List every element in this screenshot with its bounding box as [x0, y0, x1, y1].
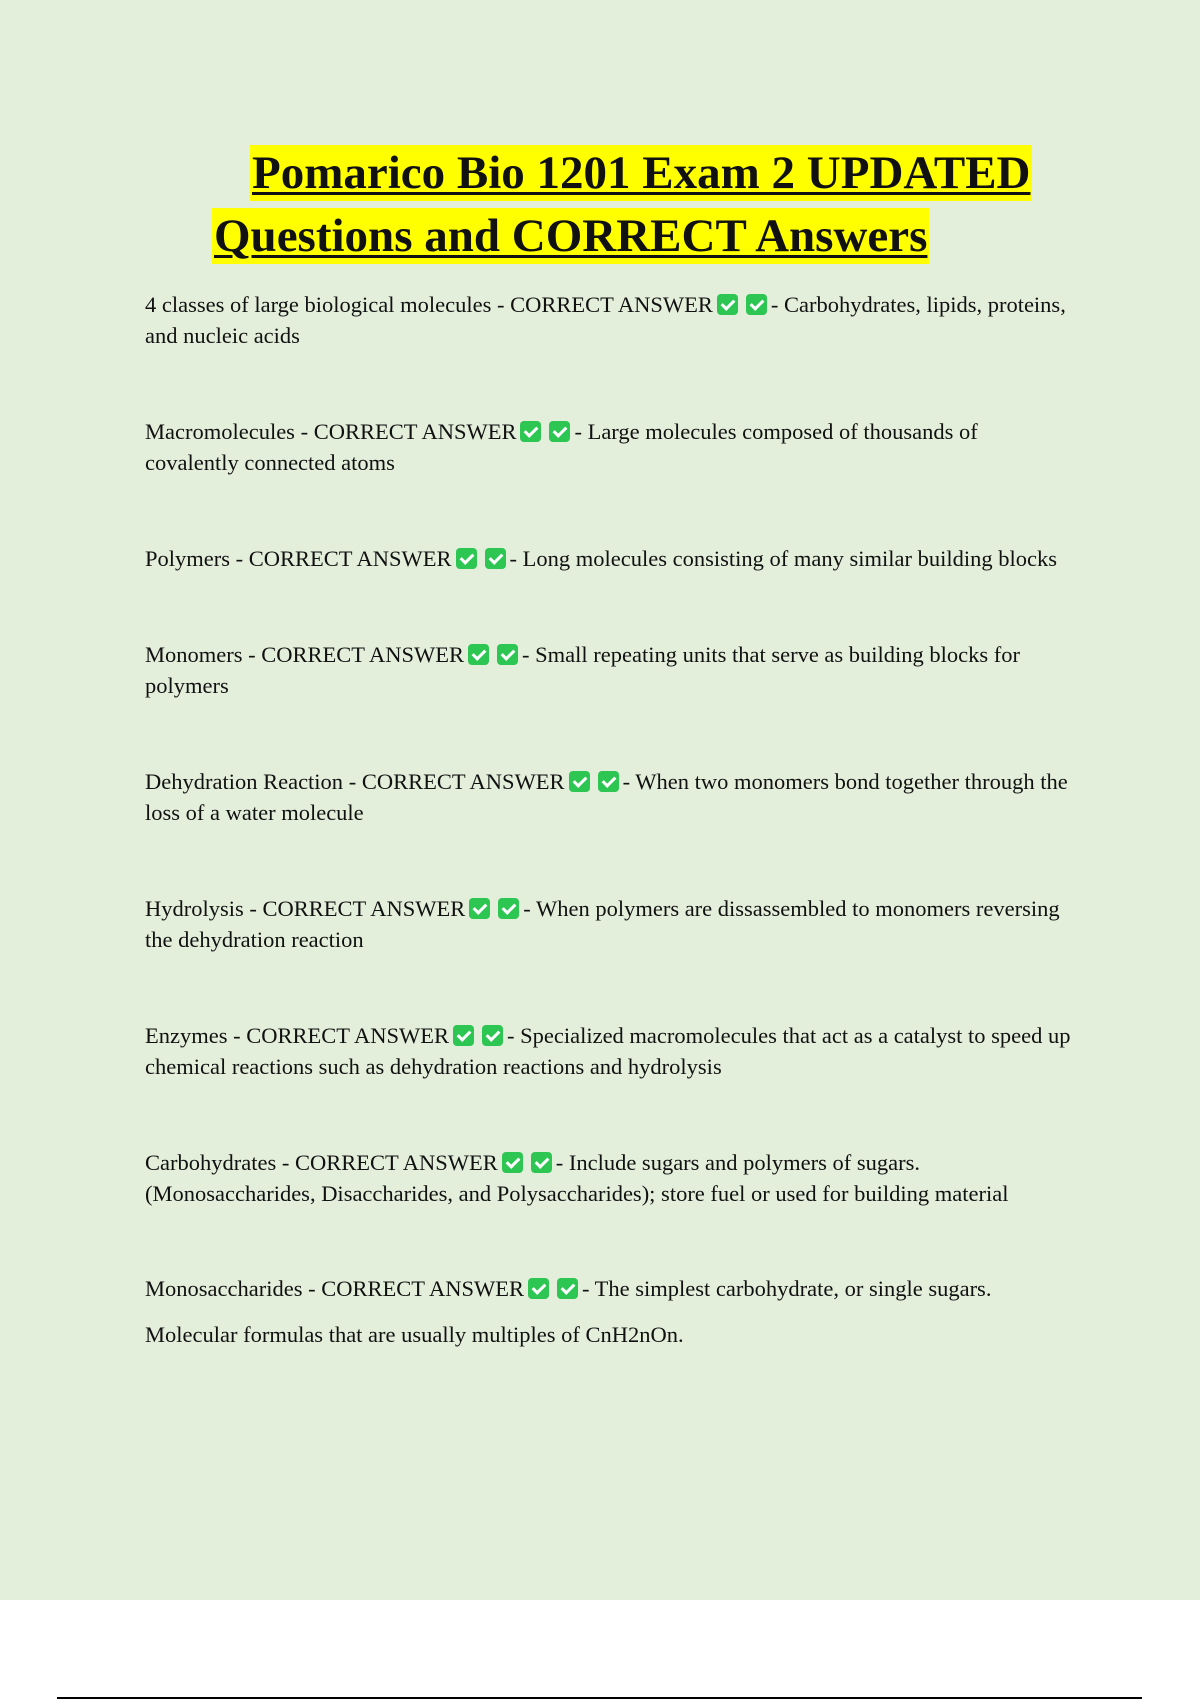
answer-marker: CORRECT ANSWER: [294, 1150, 498, 1175]
answer-marker: CORRECT ANSWER: [361, 769, 565, 794]
qa-entry: Monosaccharides - CORRECT ANSWER - The simplest carbohydrate, or single sugars. Molecular formulas that are usually multiples of CnH2nOn.: [145, 1276, 992, 1347]
check-mark-icon: [482, 1025, 503, 1046]
entry-answer: When two monomers bond together through the loss of a water molecule: [145, 769, 1068, 825]
entry-answer: Small repeating units that serve as building blocks for polymers: [145, 642, 1021, 698]
entry-answer: When polymers are dissassembled to monomers reversing the dehydration reaction: [145, 896, 1060, 952]
qa-entry: Polymers - CORRECT ANSWER - Long molecules consisting of many similar building blocks: [145, 546, 1057, 571]
check-mark-icon: [598, 771, 619, 792]
answer-marker: CORRECT ANSWER: [262, 896, 466, 921]
qa-entry: Hydrolysis - CORRECT ANSWER - When polymers are dissassembled to monomers reversing the dehydration reaction: [145, 896, 1060, 952]
check-mark-icon: [549, 421, 570, 442]
qa-entry: Enzymes - CORRECT ANSWER - Specialized macromolecules that act as a catalyst to speed up chemical reactions such as dehydration reactions and hydrolysis: [145, 1023, 1071, 1079]
check-mark-icon: [557, 1278, 578, 1299]
entry-term: Polymers: [145, 546, 231, 571]
title-line-1: Pomarico Bio 1201 Exam 2 UPDATED: [252, 147, 1031, 199]
check-mark-icon: [485, 548, 506, 569]
entry-term: Dehydration Reaction: [145, 769, 344, 794]
check-mark-icon: [746, 294, 767, 315]
check-mark-icon: [528, 1278, 549, 1299]
entry-term: Monomers: [145, 642, 243, 667]
qa-list: [145, 289, 1075, 1423]
check-mark-icon: [531, 1152, 552, 1173]
answer-marker: CORRECT ANSWER: [321, 1276, 524, 1301]
check-mark-icon: [456, 548, 477, 569]
entry-answer: Specialized macromolecules that act as a catalyst to speed up chemical reactions such as dehydration reactions and hydrolysis: [145, 1023, 1071, 1079]
check-mark-icon: [569, 771, 590, 792]
entry-answer: Include sugars and polymers of sugars. (Monosaccharides, Disaccharides, and Polysaccharides); store fuel or used for building material: [145, 1150, 1009, 1206]
check-mark-icon: [497, 644, 518, 665]
answer-marker: CORRECT ANSWER: [246, 1023, 449, 1048]
qa-entry: Carbohydrates - CORRECT ANSWER - Include sugars and polymers of sugars. (Monosaccharides, Disaccharides, and Polysaccharides); store fuel or used for building material: [145, 1150, 1009, 1206]
entry-answer: The simplest carbohydrate, or single sugars. Molecular formulas that are usually multiples of CnH2nOn.: [145, 1276, 992, 1347]
title-line-2: Questions and CORRECT Answers: [214, 210, 928, 262]
check-mark-icon: [717, 294, 738, 315]
check-mark-icon: [498, 898, 519, 919]
entry-term: Hydrolysis: [145, 896, 244, 921]
entry-term: Monosaccharides: [145, 1276, 303, 1301]
entry-term: 4 classes of large biological molecules: [145, 292, 492, 317]
entry-answer: Carbohydrates, lipids, proteins, and nucleic acids: [145, 292, 1066, 348]
check-mark-icon: [468, 644, 489, 665]
entry-answer: Large molecules composed of thousands of covalently connected atoms: [145, 419, 978, 475]
entry-term: Carbohydrates: [145, 1150, 277, 1175]
check-mark-icon: [520, 421, 541, 442]
qa-entry: Macromolecules - CORRECT ANSWER - Large molecules composed of thousands of covalently connected atoms: [145, 419, 978, 475]
answer-marker: CORRECT ANSWER: [510, 292, 713, 317]
entry-term: Enzymes: [145, 1023, 228, 1048]
answer-marker: CORRECT ANSWER: [313, 419, 517, 444]
entry-answer: Long molecules consisting of many similar building blocks: [522, 546, 1057, 571]
footer-divider: [57, 1697, 1142, 1699]
qa-entry: 4 classes of large biological molecules - CORRECT ANSWER - Carbohydrates, lipids, proteins, and nucleic acids: [145, 292, 1066, 348]
entry-term: Macromolecules: [145, 419, 295, 444]
answer-marker: CORRECT ANSWER: [261, 642, 464, 667]
qa-entry: Monomers - CORRECT ANSWER - Small repeating units that serve as building blocks for polymers: [145, 642, 1021, 698]
qa-entry: Dehydration Reaction - CORRECT ANSWER - When two monomers bond together through the loss of a water molecule: [145, 769, 1068, 825]
check-mark-icon: [453, 1025, 474, 1046]
check-mark-icon: [469, 898, 490, 919]
check-mark-icon: [502, 1152, 523, 1173]
answer-marker: CORRECT ANSWER: [248, 546, 452, 571]
